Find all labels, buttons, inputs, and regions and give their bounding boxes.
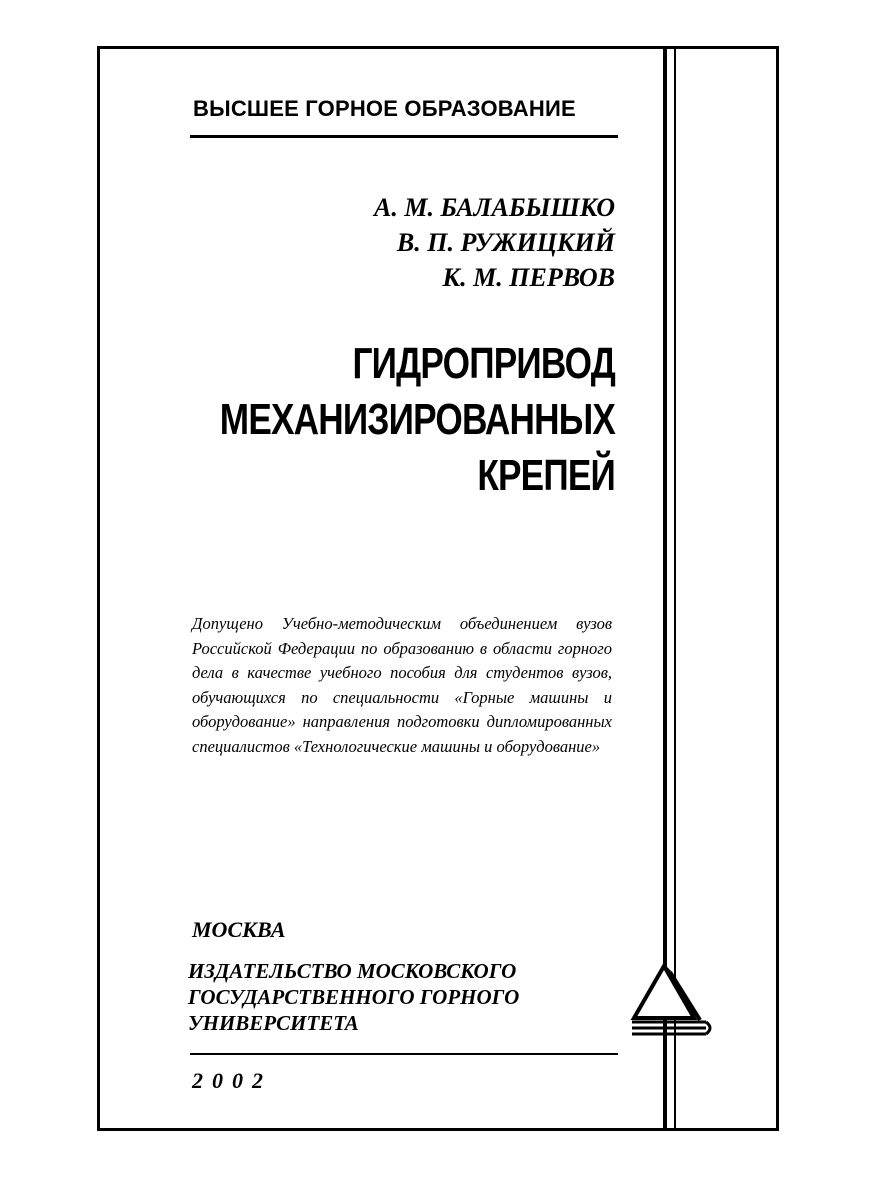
triangle-book-logo-icon	[626, 958, 716, 1038]
title-line-3: КРЕПЕЙ	[477, 451, 615, 500]
approval-statement: Допущено Учебно-методическим объединением вузов Российской Федерации по образованию в области горного дела в качестве учебного пособия для студентов вузов, обучающихся по специальности «Горные машины и оборудование» направления подготовки дипломированных специалистов «Технологические машины и оборудование»	[192, 614, 612, 756]
author-2: В. П. РУЖИЦКИЙ	[396, 228, 615, 257]
publication-year: 2002	[192, 1068, 272, 1093]
title-line-1: ГИДРОПРИВОД	[352, 339, 615, 388]
publication-city: МОСКВА	[192, 917, 286, 942]
author-3: К. М. ПЕРВОВ	[442, 263, 615, 292]
bottom-rule	[190, 1053, 618, 1055]
publisher-line-1: ИЗДАТЕЛЬСТВО МОСКОВСКОГО	[188, 959, 517, 983]
publisher-line-2: ГОСУДАРСТВЕННОГО ГОРНОГО	[188, 985, 520, 1009]
book-title	[220, 336, 615, 504]
authors-block	[374, 190, 615, 295]
series-underline	[190, 135, 618, 138]
publisher-line-3: УНИВЕРСИТЕТА	[188, 1011, 359, 1035]
title-line-2: МЕХАНИЗИРОВАННЫХ	[219, 395, 615, 444]
publisher-name	[188, 958, 519, 1036]
series-title: ВЫСШЕЕ ГОРНОЕ ОБРАЗОВАНИЕ	[193, 96, 576, 121]
author-1: А. М. БАЛАБЫШКО	[374, 193, 615, 222]
